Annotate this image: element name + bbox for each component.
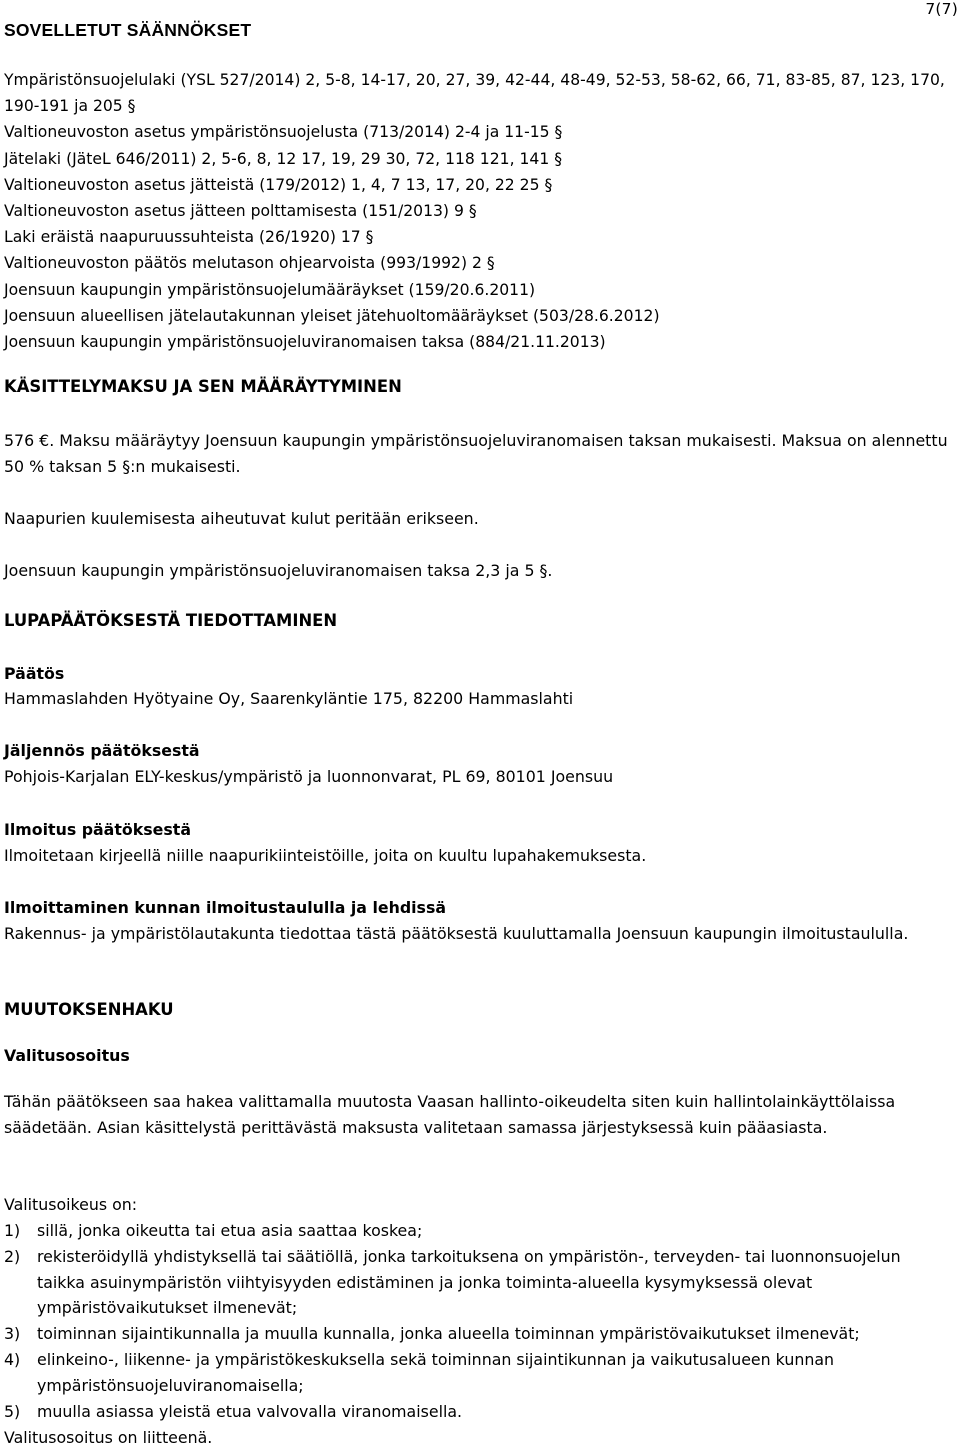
copy-recipient: Pohjois-Karjalan ELY-keskus/ympäristö ja luonnonvarat, PL 69, 80101 Joensuu (4, 767, 614, 786)
fee-tariff-paragraph: Joensuun kaupungin ympäristönsuojeluviranomaisen taksa 2,3 ja 5 §. (4, 561, 553, 580)
fee-neighbours-paragraph: Naapurien kuulemisesta aiheutuvat kulut peritään erikseen. (4, 509, 479, 528)
notification-text: Ilmoitetaan kirjeellä niille naapurikiinteistöille, joita on kuultu lupahakemuksesta. (4, 846, 647, 865)
section-heading-notice: LUPAPÄÄTÖKSESTÄ TIEDOTTAMINEN (4, 611, 338, 630)
copy-label: Jäljennös päätöksestä (4, 741, 200, 760)
fee-paragraph: 576 €. Maksu määräytyy Joensuun kaupungin ympäristönsuojeluviranomaisen taksan mukaisesti. Maksua on alennettu 50 % taksan 5 §:n mukaisesti. (4, 431, 948, 476)
law-item: Joensuun kaupungin ympäristönsuojelumääräykset (159/20.6.2011) (4, 280, 536, 299)
decision-recipient: Hammaslahden Hyötyaine Oy, Saarenkyläntie 175, 82200 Hammaslahti (4, 689, 574, 708)
list-item: 3) toiminnan sijaintikunnalla ja muulla kunnalla, jonka alueella toiminnan ympäristövaikutukset ilmenevät; (4, 1324, 860, 1344)
board-notice-label: Ilmoittaminen kunnan ilmoitustaululla ja lehdissä (4, 898, 447, 917)
law-item: Ympäristönsuojelulaki (YSL 527/2014) 2, 5-8, 14-17, 20, 27, 39, 42-44, 48-49, 52-53, 58-62, 66, 71, 83-85, 87, 123, 170, 190-191 ja 205 § (4, 71, 945, 116)
list-item: 4) elinkeino-, liikenne- ja ympäristökeskuksella sekä toiminnan sijaintikunnan ja vaikutusalueen kunnan ympäristönsuojeluviranomaisella; (4, 1349, 835, 1395)
section-heading-fee: KÄSITTELYMAKSU JA SEN MÄÄRÄYTYMINEN (4, 377, 402, 396)
law-item: Valtioneuvoston päätös melutason ohjearvoista (993/1992) 2 § (4, 254, 495, 273)
appeal-instructions-label: Valitusosoitus (4, 1046, 130, 1065)
board-notice-text: Rakennus- ja ympäristölautakunta tiedottaa tästä päätöksestä kuuluttamalla Joensuun kaupungin ilmoitustaululla. (4, 924, 909, 943)
law-item: Jätelaki (JäteL 646/2011) 2, 5-6, 8, 12 17, 19, 29 30, 72, 118 121, 141 § (4, 149, 562, 168)
laws-list (4, 67, 949, 355)
law-item: Valtioneuvoston asetus jätteen polttamisesta (151/2013) 9 § (4, 202, 477, 221)
notification-label: Ilmoitus päätöksestä (4, 820, 191, 839)
decision-label: Päätös (4, 664, 65, 683)
appeal-closing: Valitusosoitus on liitteenä. (4, 1428, 213, 1447)
law-item: Valtioneuvoston asetus jätteistä (179/2012) 1, 4, 7 13, 17, 20, 22 25 § (4, 175, 553, 194)
list-item: 1) sillä, jonka oikeutta tai etua asia saattaa koskea; (4, 1221, 423, 1240)
appeal-paragraph: Tähän päätökseen saa hakea valittamalla muutosta Vaasan hallinto-oikeudelta siten kuin hallintolainkäyttölaissa säädetään. Asian käsittelystä perittävästä maksusta valitetaan samassa järjestyksessä kuin pääasiasta. (4, 1092, 896, 1137)
appeal-right-list (4, 1218, 949, 1424)
section-heading-appeal: MUUTOKSENHAKU (4, 1000, 174, 1019)
law-item: Valtioneuvoston asetus ympäristönsuojelusta (713/2014) 2-4 ja 11-15 § (4, 123, 563, 142)
section-title-applied-provisions: SOVELLETUT SÄÄNNÖKSET (4, 20, 252, 40)
law-item: Joensuun kaupungin ympäristönsuojeluviranomaisen taksa (884/21.11.2013) (4, 333, 606, 352)
page-number: 7(7) (925, 0, 958, 18)
appeal-right-label: Valitusoikeus on: (4, 1195, 138, 1214)
law-item: Laki eräistä naapuruussuhteista (26/1920) 17 § (4, 228, 374, 247)
law-item: Joensuun alueellisen jätelautakunnan yleiset jätehuoltomääräykset (503/28.6.2012) (4, 306, 660, 325)
list-item: 5) muulla asiassa yleistä etua valvovalla viranomaisella. (4, 1401, 463, 1421)
list-item: 2) rekisteröidyllä yhdistyksellä tai säätiöllä, jonka tarkoituksena on ympäristön-, terveyden- tai luonnonsuojelun taikka asuinympäristön viihtyisyyden edistäminen ja jonka toiminta-alueella kysymyksessä olevat ympäristövaikutukset ilmenevät; (4, 1246, 901, 1318)
